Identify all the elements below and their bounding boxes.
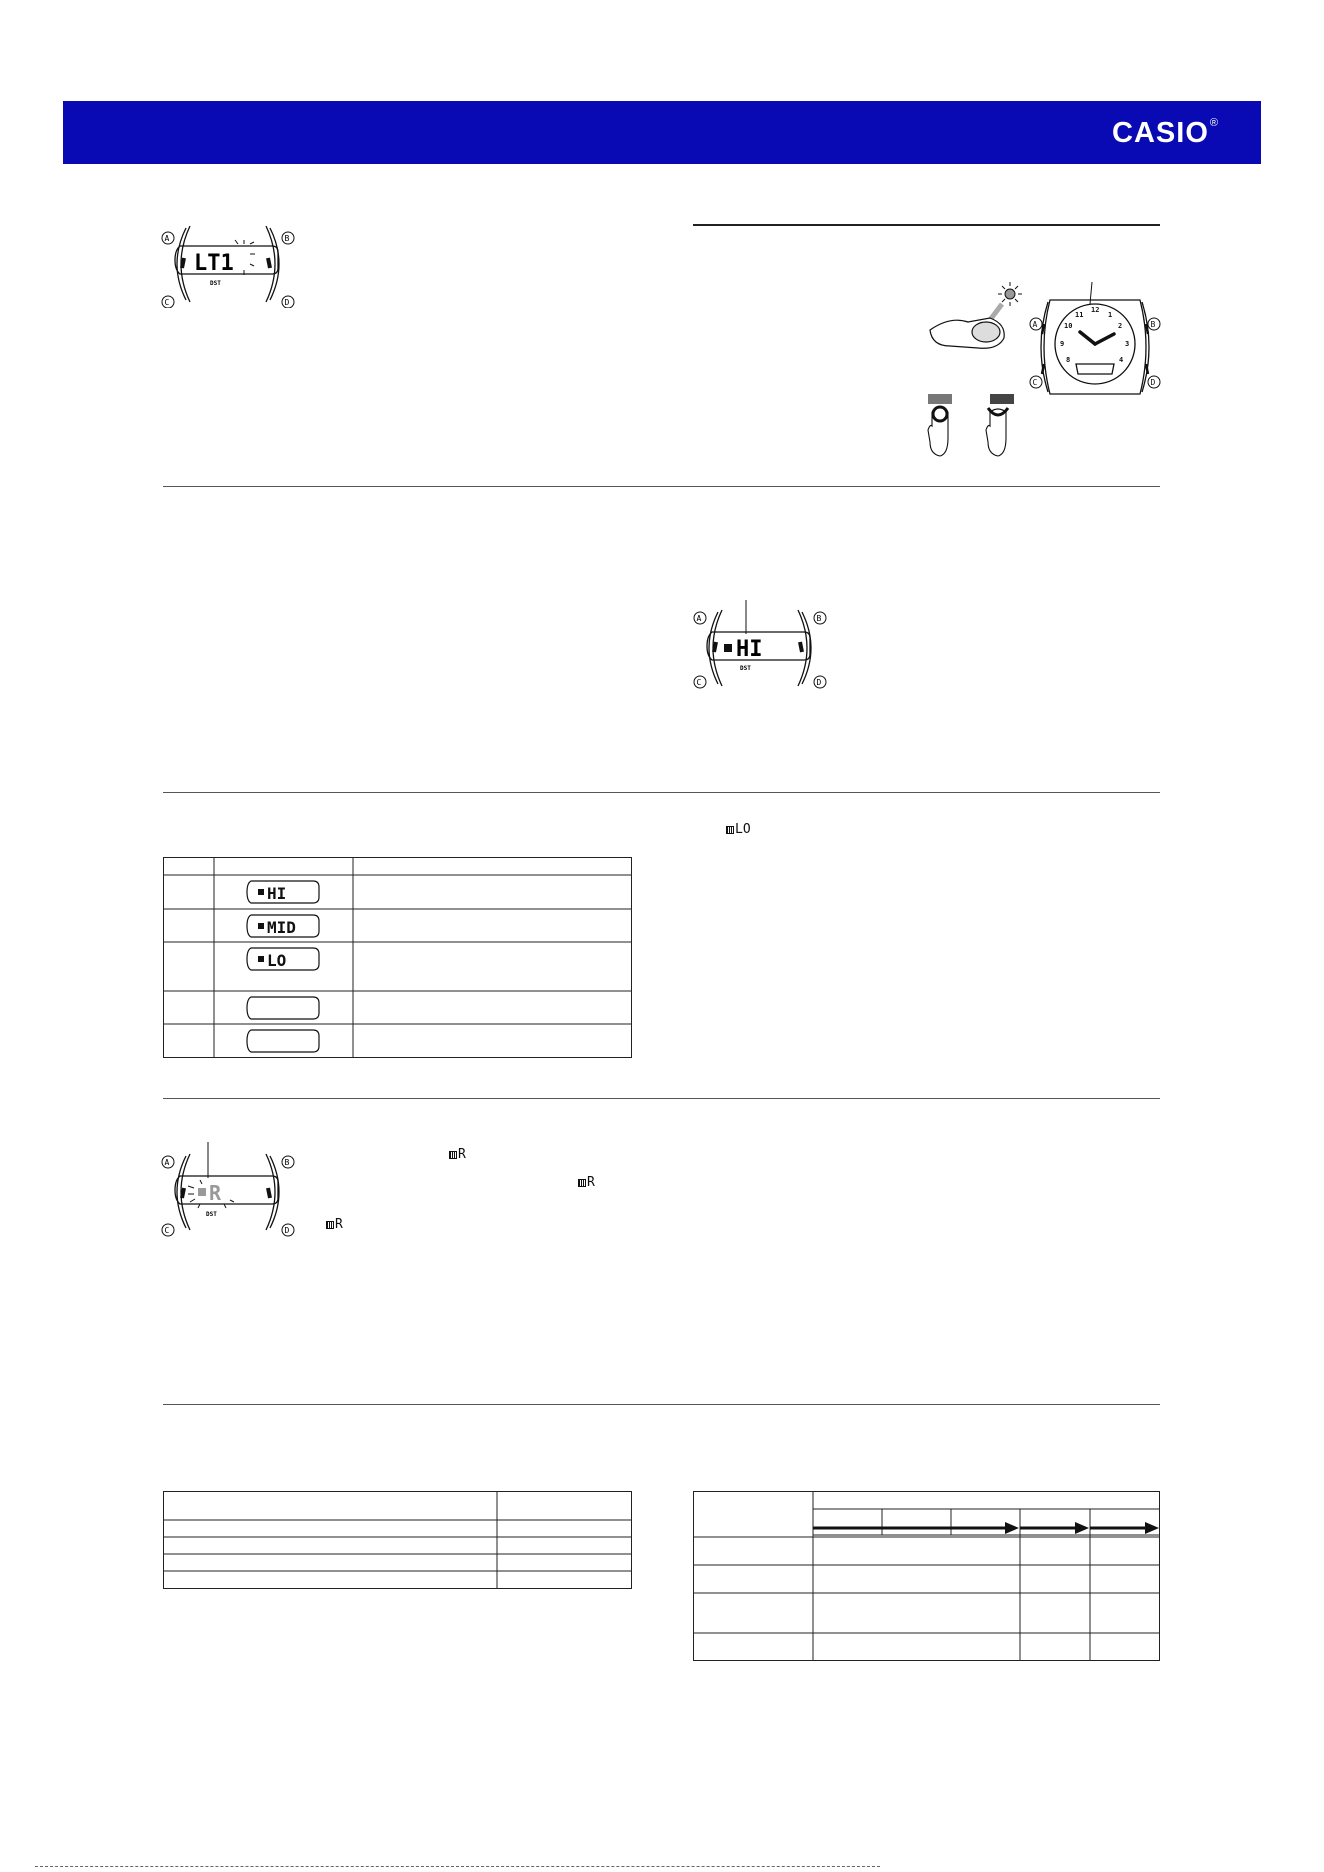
inline-glyph-r-2: R <box>578 1175 595 1190</box>
button-a-label: A <box>696 614 702 623</box>
charging-table-right <box>693 1491 1161 1663</box>
dst-label: DST <box>206 1211 217 1218</box>
header-banner <box>63 101 1261 164</box>
brand-name: CASIO <box>1112 117 1209 149</box>
inline-glyph-r-3: R <box>326 1217 343 1232</box>
section-top-rule <box>693 224 1160 226</box>
button-a-label: A <box>164 1158 170 1167</box>
level-row-lo: LO <box>267 951 287 970</box>
section-divider-2 <box>163 792 1160 793</box>
button-d-label: D <box>816 678 822 687</box>
dial-number-1: 1 <box>1108 311 1113 319</box>
button-d-label: D <box>1150 378 1156 387</box>
dial-number-8: 8 <box>1066 356 1071 364</box>
section-divider-3 <box>163 1098 1160 1099</box>
section-divider-4 <box>163 1404 1160 1405</box>
dial-number-9: 9 <box>1060 340 1065 348</box>
level-row-hi: HI <box>267 884 287 903</box>
button-a-label: A <box>1032 320 1038 329</box>
button-b-label: B <box>816 614 822 623</box>
button-c-label: C <box>164 298 170 307</box>
button-d-label: D <box>284 298 290 307</box>
watch-display-r <box>160 1142 296 1238</box>
button-b-label: B <box>284 1158 290 1167</box>
dial-number-10: 10 <box>1064 322 1073 330</box>
button-a-label: A <box>164 234 170 243</box>
lcd-text-r: R <box>209 1181 222 1205</box>
level-row-mid: MID <box>267 918 296 937</box>
sun-icon <box>998 282 1022 306</box>
button-b-label: B <box>1150 320 1156 329</box>
button-c-label: C <box>1032 378 1038 387</box>
inline-glyph-lo: LO <box>726 822 751 837</box>
lcd-text-lt: LT1 <box>194 251 234 276</box>
dial-number-3: 3 <box>1125 340 1130 348</box>
arrow-right-icon <box>813 1522 1159 1534</box>
watch-display-lt <box>160 220 296 308</box>
button-c-label: C <box>164 1226 170 1235</box>
button-c-label: C <box>696 678 702 687</box>
inline-glyph-r-1: R <box>449 1147 466 1162</box>
dst-label: DST <box>740 665 751 672</box>
registered-mark: ® <box>1209 117 1219 129</box>
watch-display-hi <box>692 600 828 692</box>
page-cut-line <box>35 1866 880 1867</box>
dial-number-12: 12 <box>1091 306 1100 314</box>
dial-number-2: 2 <box>1118 322 1123 330</box>
solar-charge-illustration <box>920 280 1030 360</box>
dial-number-11: 11 <box>1075 311 1084 319</box>
dst-label: DST <box>210 280 221 287</box>
charging-table-left <box>163 1491 633 1591</box>
casio-logo <box>1112 117 1219 150</box>
lcd-text-hi: HI <box>736 637 763 662</box>
hand-illustration <box>918 392 1028 460</box>
level-table <box>163 857 633 1059</box>
section-divider-1 <box>163 486 1160 487</box>
button-d-label: D <box>284 1226 290 1235</box>
analog-watch-face <box>1028 282 1162 412</box>
hand-icon <box>928 407 1008 456</box>
button-b-label: B <box>284 234 290 243</box>
dial-number-4: 4 <box>1119 356 1124 364</box>
